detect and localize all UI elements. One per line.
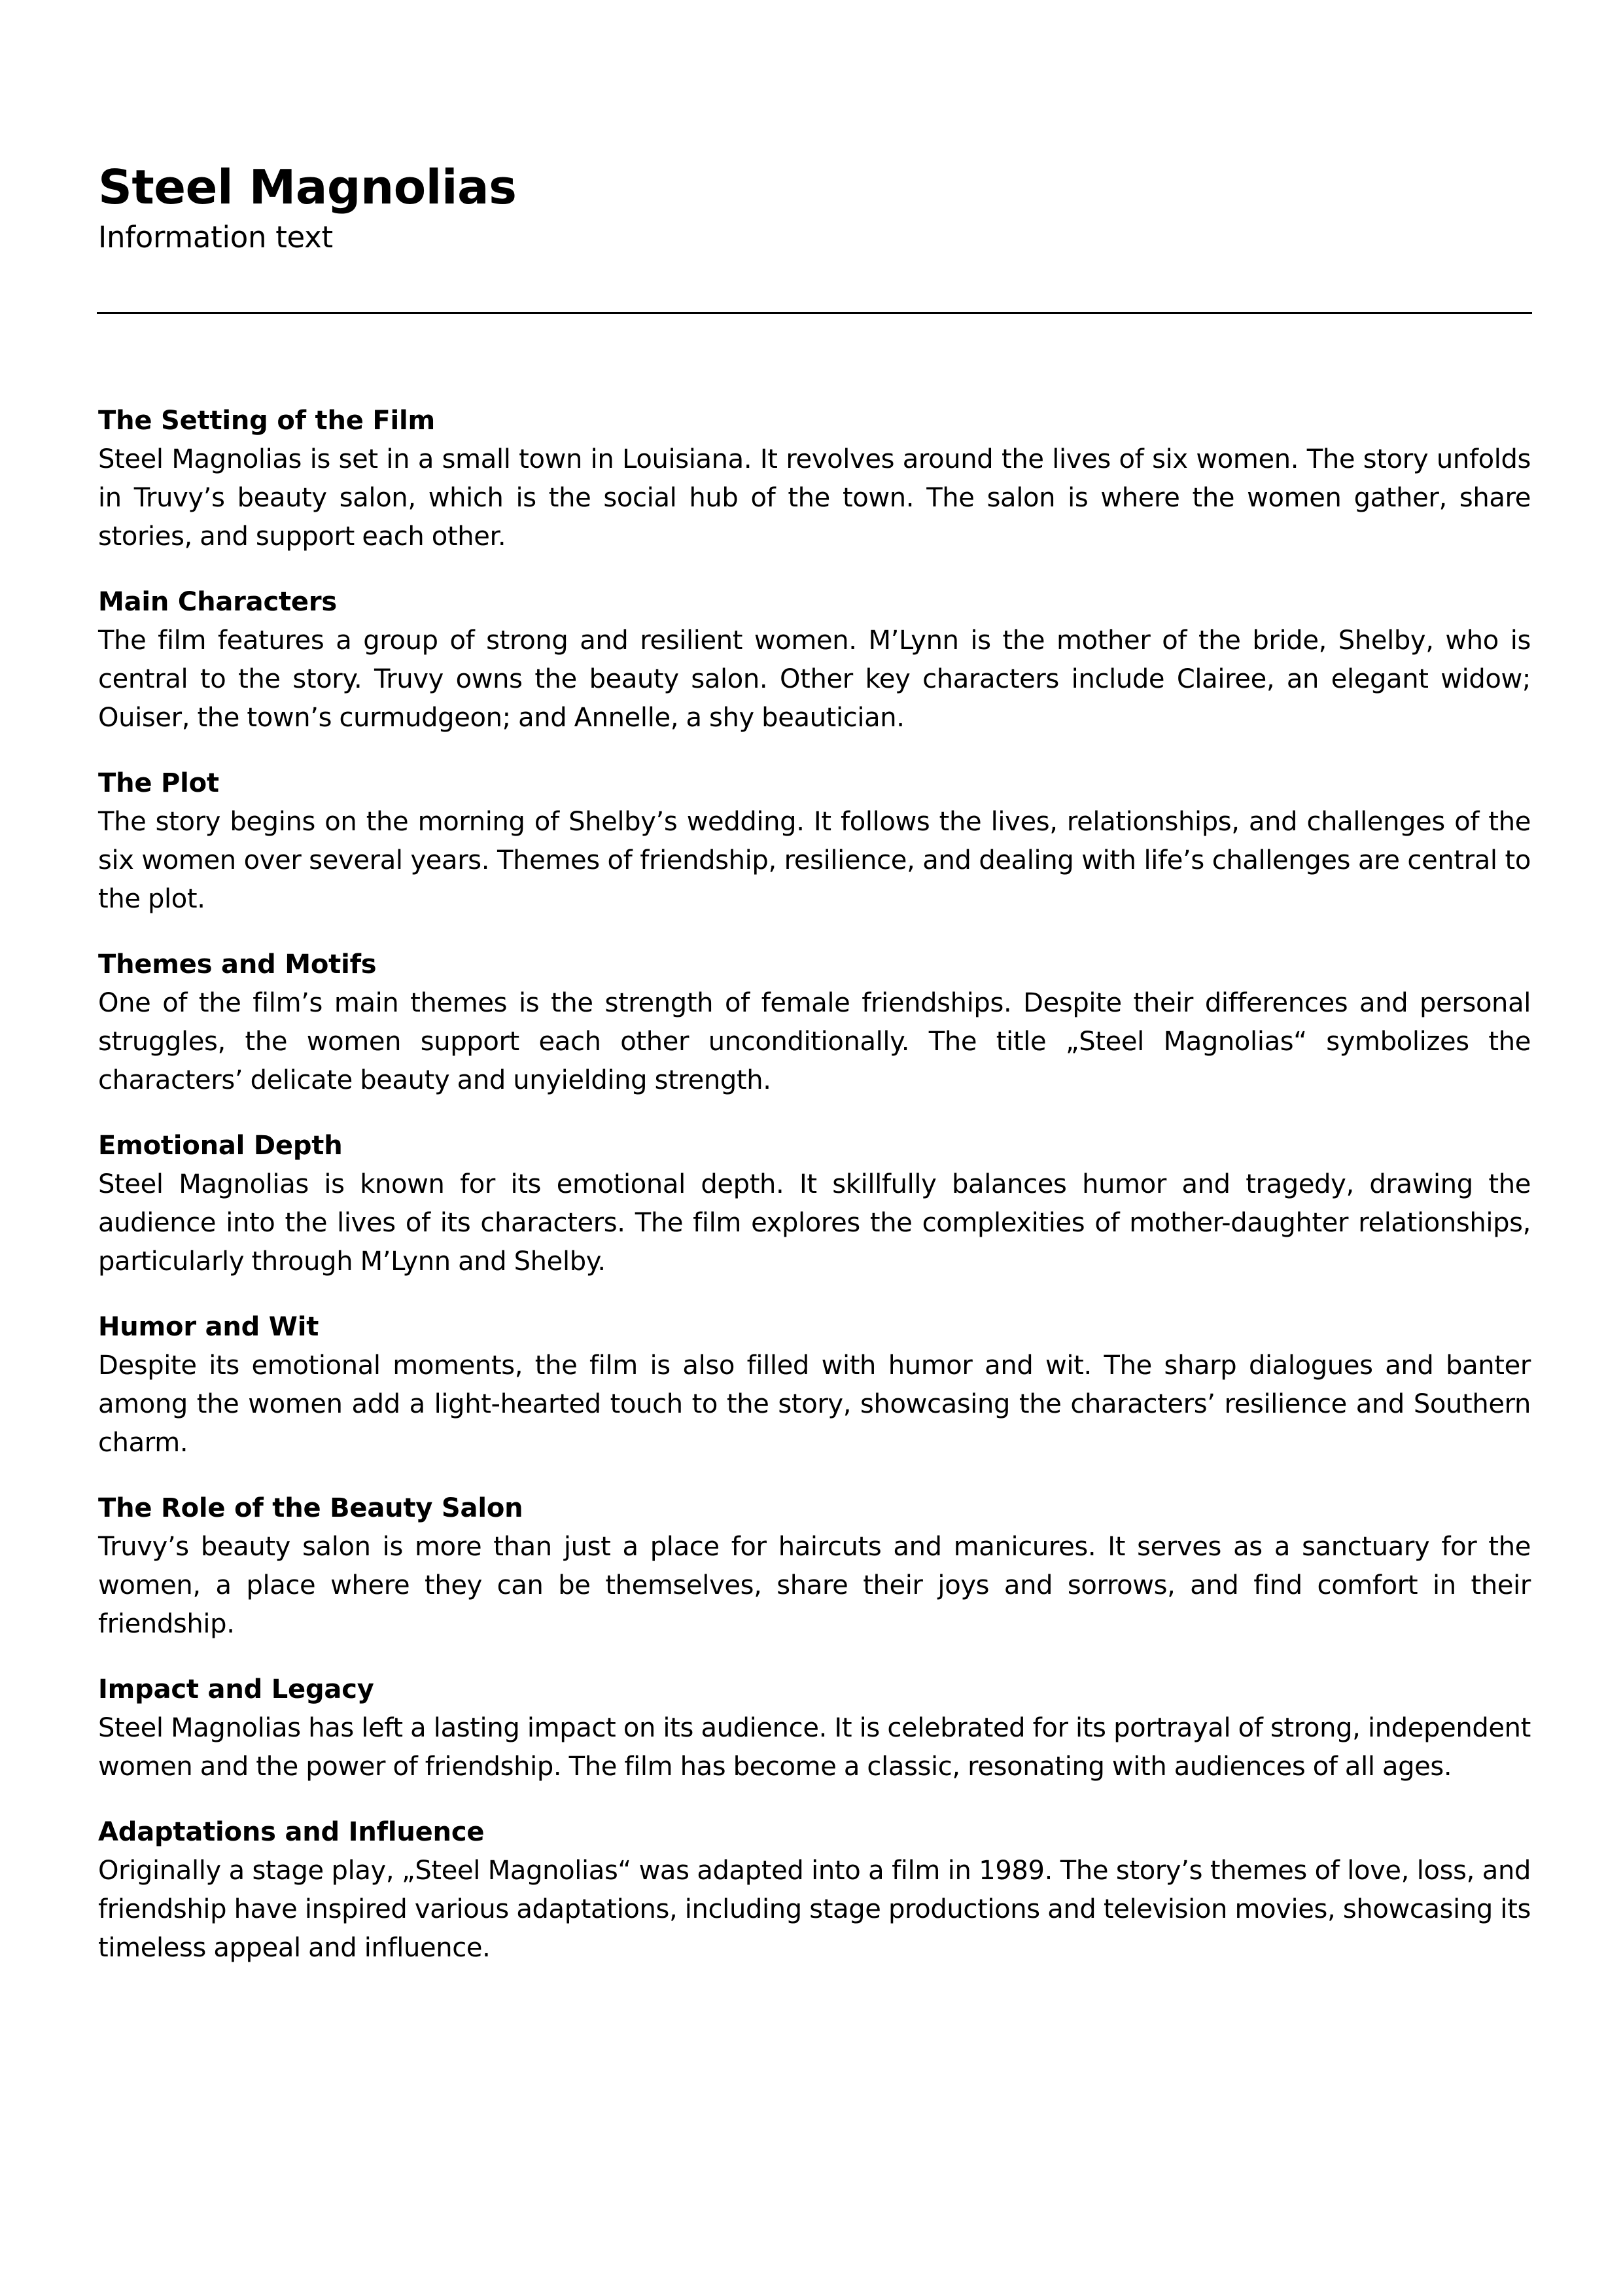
section-impact-legacy — [98, 1670, 1531, 1786]
document-header — [98, 157, 1531, 258]
section-body: Originally a stage play, „Steel Magnolias“ was adapted into a film in 1989. The story’s themes of love, loss, and friendship have inspired various adaptations, including stage productions and television movies, showcasing its timeless appeal and influence. — [98, 1856, 1531, 1963]
section-body: The story begins on the morning of Shelby’s wedding. It follows the lives, relationships, and challenges of the six women over several years. Themes of friendship, resilience, and dealing with life’s challenges are central to the plot. — [98, 807, 1531, 914]
section-emotional-depth — [98, 1127, 1531, 1281]
section-heading: The Role of the Beauty Salon — [98, 1493, 523, 1523]
section-heading: The Setting of the Film — [98, 406, 436, 436]
section-heading: Humor and Wit — [98, 1312, 319, 1342]
section-humor-wit — [98, 1308, 1531, 1462]
section-adaptations-influence — [98, 1813, 1531, 1968]
section-heading: Adaptations and Influence — [98, 1817, 485, 1847]
section-setting — [98, 402, 1531, 556]
section-beauty-salon — [98, 1489, 1531, 1644]
section-heading: Impact and Legacy — [98, 1674, 374, 1704]
section-body: Steel Magnolias has left a lasting impact on its audience. It is celebrated for its portrayal of strong, independent women and the power of friendship. The film has become a classic, resonating with audiences of all ages. — [98, 1713, 1531, 1782]
section-body: One of the film’s main themes is the strength of female friendships. Despite their differences and personal struggles, the women support each other unconditionally. The title „Steel Magnolias“ symbolizes the characters’ delicate beauty and unyielding strength. — [98, 988, 1531, 1095]
document-subtitle: Information text — [98, 220, 333, 255]
section-body: The film features a group of strong and resilient women. M’Lynn is the mother of the bride, Shelby, who is central to the story. Truvy owns the beauty salon. Other key characters include Clairee, an elegant widow; Ouiser, the town’s curmudgeon; and Annelle, a shy beautician. — [98, 626, 1531, 733]
section-themes-motifs — [98, 945, 1531, 1100]
section-heading: The Plot — [98, 768, 219, 798]
section-main-characters — [98, 583, 1531, 737]
header-divider — [97, 312, 1532, 314]
section-body: Truvy’s beauty salon is more than just a place for haircuts and manicures. It serves as a sanctuary for the women, a place where they can be themselves, share their joys and sorrows, and find comfort in their friendship. — [98, 1532, 1531, 1639]
section-heading: Themes and Motifs — [98, 949, 377, 980]
section-body: Despite its emotional moments, the film is also filled with humor and wit. The sharp dialogues and banter among the women add a light-hearted touch to the story, showcasing the characters’ resilience and Southern charm. — [98, 1351, 1531, 1458]
section-body: Steel Magnolias is set in a small town in Louisiana. It revolves around the lives of six women. The story unfolds in Truvy’s beauty salon, which is the social hub of the town. The salon is where the women gather, share stories, and support each other. — [98, 444, 1531, 552]
section-body: Steel Magnolias is known for its emotional depth. It skillfully balances humor and tragedy, drawing the audience into the lives of its characters. The film explores the complexities of mother-daughter relationships, particularly through M’Lynn and Shelby. — [98, 1169, 1531, 1277]
section-heading: Emotional Depth — [98, 1131, 343, 1161]
section-heading: Main Characters — [98, 587, 337, 617]
document-content — [98, 402, 1531, 1994]
section-plot — [98, 764, 1531, 919]
document-title: Steel Magnolias — [98, 160, 517, 215]
